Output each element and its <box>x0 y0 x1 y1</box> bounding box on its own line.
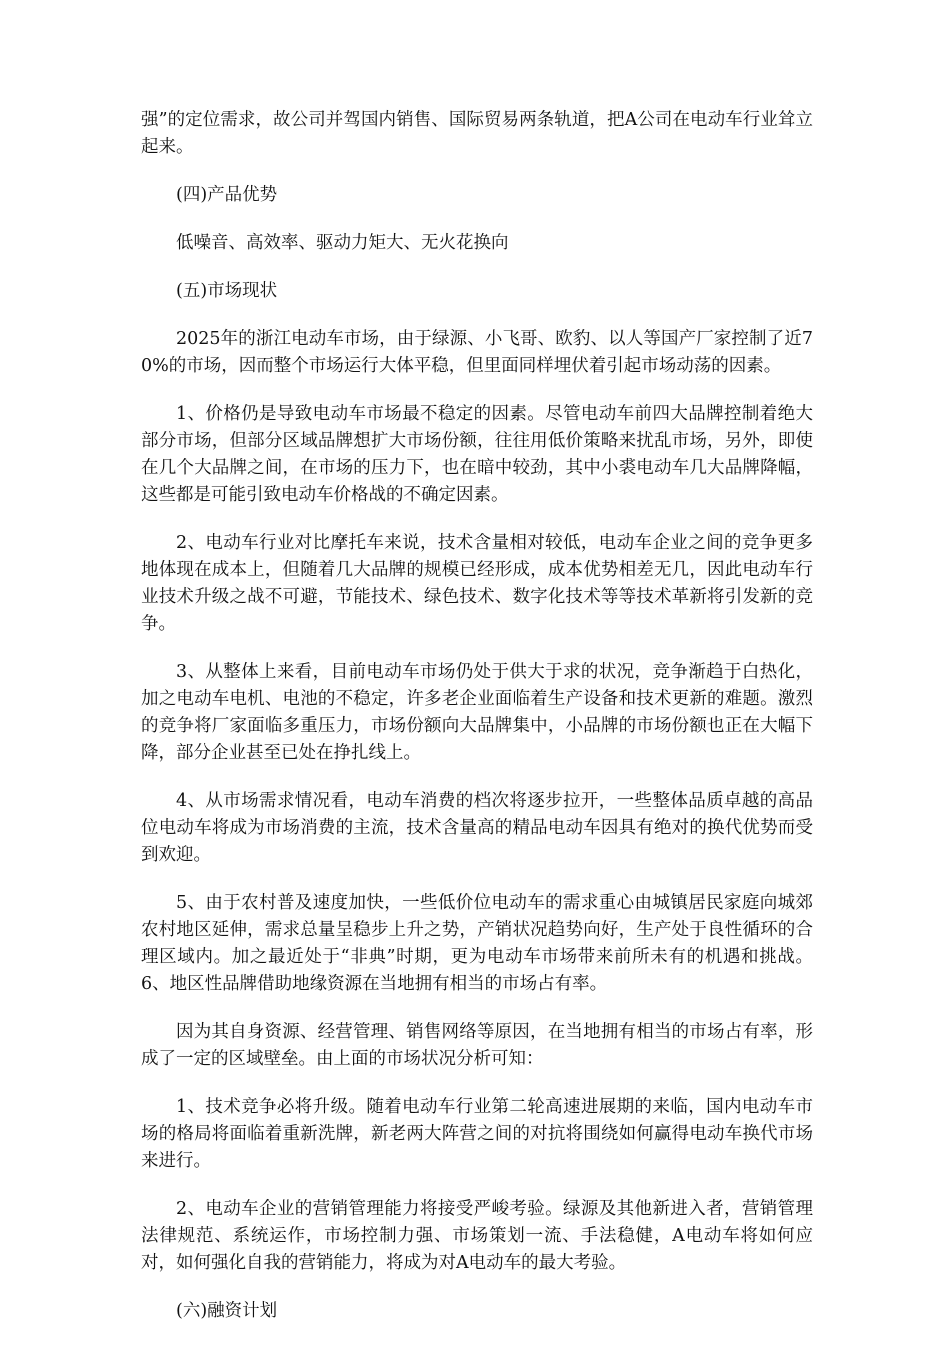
document-body <box>141 107 813 1346</box>
paragraph-point-2-technology: 2、电动车行业对比摩托车来说，技术含量相对较低，电动车企业之间的竞争更多地体现在成本上，但随着几大品牌的规模已经形成，成本优势相差无几，因此电动车行业技术升级之战不可避，节能技术、绿色技术、数字化技术等等技术革新将引发新的竞争。 <box>141 533 813 634</box>
paragraph-point-3-competition: 3、从整体上来看，目前电动车市场仍处于供大于求的状况，竞争渐趋于白热化，加之电动车电机、电池的不稳定，许多老企业面临着生产设备和技术更新的难题。激烈的竞争将厂家面临多重压力，市场份额向大品牌集中，小品牌的市场份额也正在大幅下降，部分企业甚至已处在挣扎线上。 <box>141 662 813 763</box>
section-heading-financing-plan: (六)融资计划 <box>176 1301 278 1321</box>
section-heading-market-status: (五)市场现状 <box>176 281 278 301</box>
paragraph-market-overview: 2025年的浙江电动车市场，由于绿源、小飞哥、欧豹、以人等国产厂家控制了近70%的市场，因而整个市场运行大体平稳，但里面同样埋伏着引起市场动荡的因素。 <box>141 329 813 376</box>
paragraph-point-5-rural: 5、由于农村普及速度加快，一些低价位电动车的需求重心由城镇居民家庭向城郊农村地区延伸，需求总量呈稳步上升之势，产销状况趋势向好，生产处于良性循环的合理区域内。加之最近处于“非典”时期，更为电动车市场带来前所未有的机遇和挑战。 6、地区性品牌借助地缘资源在当地拥有相当的市场占有率。 <box>141 893 813 994</box>
paragraph-point-1-price: 1、价格仍是导致电动车市场最不稳定的因素。尽管电动车前四大品牌控制着绝大部分市场，但部分区域品牌想扩大市场份额，往往用低价策略来扰乱市场，另外，即使在几个大品牌之间，在市场的压力下，也在暗中较劲，其中小裘电动车几大品牌降幅，这些都是可能引致电动车价格战的不确定因素。 <box>141 404 813 505</box>
paragraph-product-features: 低噪音、高效率、驱动力矩大、无火花换向 <box>176 233 509 253</box>
paragraph-point-4-demand: 4、从市场需求情况看，电动车消费的档次将逐步拉开，一些整体品质卓越的高品位电动车将成为市场消费的主流，技术含量高的精品电动车因具有绝对的换代优势而受到欢迎。 <box>141 791 813 865</box>
paragraph-regional-barriers: 因为其自身资源、经营管理、销售网络等原因，在当地拥有相当的市场占有率，形成了一定的区域壁垒。由上面的市场状况分析可知： <box>141 1022 813 1069</box>
paragraph-continuation: 强”的定位需求，故公司并驾国内销售、国际贸易两条轨道，把A公司在电动车行业耸立起来。 <box>141 110 813 157</box>
section-heading-product-advantages: (四)产品优势 <box>176 185 278 205</box>
paragraph-conclusion-2: 2、电动车企业的营销管理能力将接受严峻考验。绿源及其他新进入者，营销管理法律规范、系统运作，市场控制力强、市场策划一流、手法稳健，A电动车将如何应对，如何强化自我的营销能力，将成为对A电动车的最大考验。 <box>141 1199 813 1273</box>
paragraph-conclusion-1: 1、技术竞争必将升级。随着电动车行业第二轮高速进展期的来临，国内电动车市场的格局将面临着重新洗牌，新老两大阵营之间的对抗将围绕如何赢得电动车换代市场来进行。 <box>141 1097 813 1171</box>
